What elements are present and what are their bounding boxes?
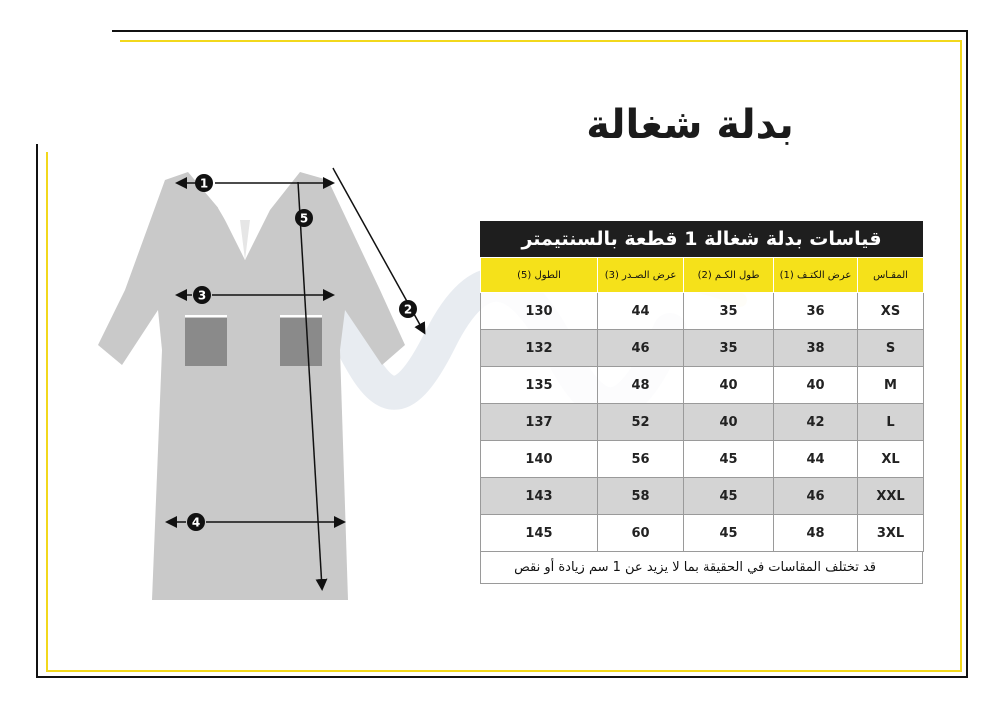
marker-2 — [399, 300, 417, 318]
sleeve-cell: 45 — [684, 515, 774, 552]
length-cell: 130 — [481, 293, 598, 330]
right-pocket — [280, 318, 322, 366]
table-row — [481, 478, 924, 515]
column-header: عرض الصـدر (3) — [598, 258, 684, 293]
length-cell: 135 — [481, 367, 598, 404]
svg-text:1: 1 — [199, 176, 209, 191]
table-row — [481, 404, 924, 441]
chest-cell: 58 — [598, 478, 684, 515]
sleeve-cell: 40 — [684, 367, 774, 404]
chest-cell: 52 — [598, 404, 684, 441]
chest-cell: 44 — [598, 293, 684, 330]
marker-1 — [195, 174, 213, 192]
length-cell: 143 — [481, 478, 598, 515]
svg-text:4: 4 — [191, 515, 201, 530]
svg-text:5: 5 — [299, 211, 309, 226]
garment-diagram — [90, 160, 440, 610]
size-table — [480, 257, 924, 552]
chest-cell: 56 — [598, 441, 684, 478]
length-cell: 140 — [481, 441, 598, 478]
shoulder-cell: 44 — [774, 441, 858, 478]
tolerance-note: قد تختلف المقاسات في الحقيقة بما لا يزيد عن 1 سم زيادة أو نقص — [480, 552, 923, 584]
length-cell: 145 — [481, 515, 598, 552]
column-header-row — [481, 258, 924, 293]
size-cell: XS — [858, 293, 924, 330]
size-cell: XXL — [858, 478, 924, 515]
sleeve-cell: 40 — [684, 404, 774, 441]
table-row — [481, 330, 924, 367]
svg-text:2: 2 — [403, 302, 413, 317]
size-cell: L — [858, 404, 924, 441]
size-cell: M — [858, 367, 924, 404]
shoulder-cell: 40 — [774, 367, 858, 404]
size-cell: XL — [858, 441, 924, 478]
table-row — [481, 293, 924, 330]
sleeve-cell: 45 — [684, 441, 774, 478]
marker-3 — [193, 286, 211, 304]
chest-cell: 60 — [598, 515, 684, 552]
shoulder-cell: 38 — [774, 330, 858, 367]
page-title: بدلة شغالة — [586, 102, 794, 148]
shoulder-cell: 42 — [774, 404, 858, 441]
marker-5 — [295, 209, 313, 227]
shoulder-cell: 48 — [774, 515, 858, 552]
table-row — [481, 441, 924, 478]
table-row — [481, 515, 924, 552]
marker-4 — [187, 513, 205, 531]
sleeve-cell: 45 — [684, 478, 774, 515]
svg-text:3: 3 — [197, 288, 207, 303]
column-header: الطول (5) — [481, 258, 598, 293]
sleeve-cell: 35 — [684, 293, 774, 330]
column-header: طول الكـم (2) — [684, 258, 774, 293]
size-chart — [480, 221, 923, 584]
column-header: المقـاس — [858, 258, 924, 293]
length-cell: 132 — [481, 330, 598, 367]
shoulder-cell: 46 — [774, 478, 858, 515]
left-pocket — [185, 318, 227, 366]
table-header: قياسات بدلة شغالة 1 قطعة بالسنتيمتر — [480, 221, 923, 257]
table-row — [481, 367, 924, 404]
column-header: عرض الكتـف (1) — [774, 258, 858, 293]
chest-cell: 48 — [598, 367, 684, 404]
size-cell: S — [858, 330, 924, 367]
shoulder-cell: 36 — [774, 293, 858, 330]
chest-cell: 46 — [598, 330, 684, 367]
size-cell: 3XL — [858, 515, 924, 552]
length-cell: 137 — [481, 404, 598, 441]
sleeve-cell: 35 — [684, 330, 774, 367]
